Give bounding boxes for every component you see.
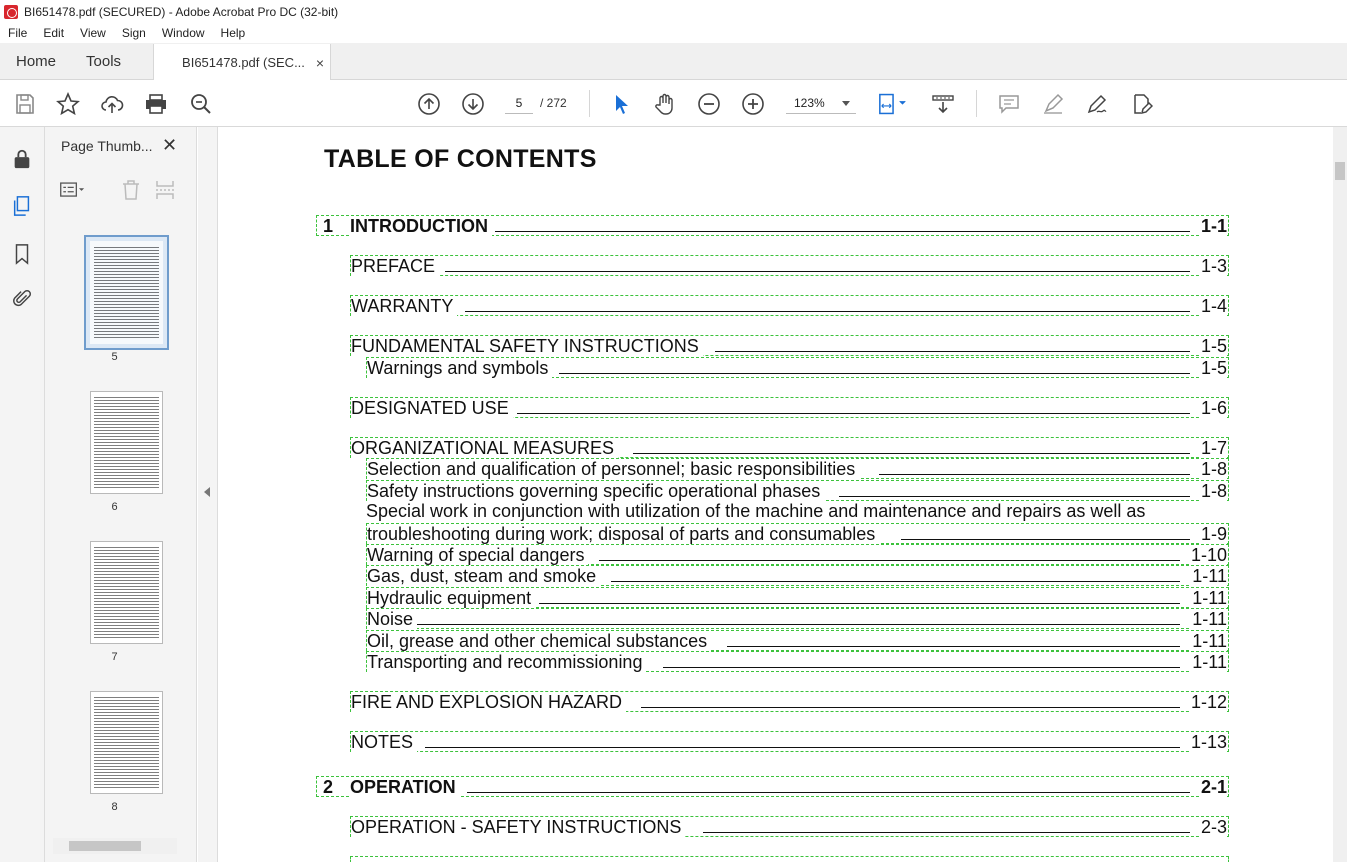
toc-title: Hydraulic equipment bbox=[367, 588, 535, 609]
toc-page: 2-3 bbox=[1200, 817, 1227, 837]
toc-leader bbox=[715, 351, 1190, 352]
panel-title: Page Thumb... bbox=[61, 138, 153, 154]
toc-title: FUNDAMENTAL SAFETY INSTRUCTIONS bbox=[351, 336, 703, 357]
upload-cloud-icon[interactable] bbox=[99, 91, 125, 117]
toc-leader bbox=[599, 560, 1180, 561]
highlight-pen-icon[interactable] bbox=[1040, 91, 1066, 117]
toc-page: 1-11 bbox=[1192, 609, 1227, 629]
toc-leader bbox=[839, 496, 1190, 497]
tab-bar bbox=[0, 43, 1347, 80]
page-heading: TABLE OF CONTENTS bbox=[324, 145, 597, 173]
fit-page-icon[interactable] bbox=[876, 91, 912, 117]
edit-pdf-icon[interactable] bbox=[1128, 91, 1154, 117]
toc-title: Gas, dust, steam and smoke bbox=[367, 566, 600, 587]
scroll-thumb[interactable] bbox=[69, 841, 141, 851]
toc-leader bbox=[495, 231, 1190, 232]
scroll-mode-icon[interactable] bbox=[930, 91, 956, 117]
toc-title: Warnings and symbols bbox=[367, 358, 552, 379]
toc-title: OPERATION bbox=[350, 777, 460, 798]
toc-leader bbox=[663, 667, 1180, 668]
thumbnail-page-6[interactable] bbox=[90, 391, 163, 494]
thumbnail-page-5[interactable] bbox=[86, 237, 167, 348]
toc-page: 1-11 bbox=[1192, 631, 1227, 651]
thumbnail-horizontal-scrollbar[interactable] bbox=[53, 838, 177, 854]
scroll-thumb[interactable] bbox=[1335, 162, 1345, 180]
lock-icon[interactable] bbox=[10, 147, 34, 171]
toc-link[interactable] bbox=[366, 544, 1229, 565]
toc-title: Noise bbox=[367, 609, 417, 630]
close-panel-icon[interactable]: ✕ bbox=[162, 135, 178, 155]
toc-page: 2-1 bbox=[1200, 777, 1227, 797]
toc-link[interactable] bbox=[366, 565, 1229, 586]
toc-title: Safety instructions governing specific operational phases bbox=[367, 481, 824, 502]
zoom-select[interactable] bbox=[786, 92, 856, 114]
window-title: BI651478.pdf (SECURED) - Adobe Acrobat Pro DC (32-bit) bbox=[24, 4, 339, 19]
toc-leader bbox=[445, 271, 1190, 272]
acrobat-app-icon bbox=[4, 5, 18, 19]
toc-title: troubleshooting during work; disposal of parts and consumables bbox=[367, 524, 879, 545]
sign-pen-icon[interactable] bbox=[1084, 91, 1110, 117]
toc-link[interactable] bbox=[350, 255, 1229, 276]
toc-link[interactable] bbox=[350, 397, 1229, 418]
toc-title: FIRE AND EXPLOSION HAZARD bbox=[351, 692, 626, 713]
toc-title: Selection and qualification of personnel; basic responsibilities bbox=[367, 459, 859, 480]
zoom-out-icon[interactable] bbox=[696, 91, 722, 117]
zoom-in-icon[interactable] bbox=[740, 91, 766, 117]
toc-title: Warning of special dangers bbox=[367, 545, 588, 566]
close-tab-icon[interactable]: × bbox=[315, 55, 325, 71]
thumbnail-list bbox=[53, 219, 176, 827]
toc-title: Special work in conjunction with utilization of the machine and maintenance and repairs as well as bbox=[366, 501, 1149, 522]
toc-title: DESIGNATED USE bbox=[351, 398, 513, 419]
toc-page: 1-13 bbox=[1190, 732, 1227, 752]
toc-link[interactable] bbox=[350, 335, 1229, 356]
toc-leader bbox=[465, 311, 1190, 312]
toc-link[interactable] bbox=[350, 295, 1229, 316]
toc-leader bbox=[467, 792, 1190, 793]
panel-tools bbox=[45, 177, 197, 203]
page-number-input[interactable]: 5 bbox=[505, 92, 533, 114]
tab-home[interactable]: Home bbox=[16, 52, 57, 70]
toc-link[interactable] bbox=[316, 215, 1229, 236]
thumbnail-label: 8 bbox=[111, 801, 118, 813]
toc-page: 1-6 bbox=[1200, 398, 1227, 418]
toc-page: 1-11 bbox=[1192, 566, 1227, 586]
toc-title: PREFACE bbox=[351, 256, 439, 277]
toc-link[interactable] bbox=[366, 651, 1229, 672]
toc-title: WARRANTY bbox=[351, 296, 457, 317]
thumbnail-label: 5 bbox=[111, 351, 118, 363]
bookmarks-icon[interactable] bbox=[10, 242, 34, 266]
zoom-search-icon[interactable] bbox=[188, 91, 214, 117]
tab-tools[interactable]: Tools bbox=[86, 52, 122, 70]
thumbnail-page-8[interactable] bbox=[90, 691, 163, 794]
toc-link[interactable] bbox=[366, 608, 1229, 629]
toc-page: 1-5 bbox=[1200, 358, 1227, 378]
toc-page: 1-4 bbox=[1200, 296, 1227, 316]
toc-link[interactable] bbox=[366, 523, 1229, 544]
next-page-icon[interactable] bbox=[460, 91, 486, 117]
toc-leader bbox=[703, 832, 1190, 833]
toc-title: Transporting and recommissioning bbox=[367, 652, 646, 673]
menu-sign[interactable]: Sign bbox=[121, 26, 146, 40]
menu-bar bbox=[0, 23, 1347, 43]
menu-file[interactable]: File bbox=[8, 26, 28, 40]
toc-page: 1-9 bbox=[1200, 524, 1227, 544]
toc-link[interactable] bbox=[350, 856, 1229, 862]
toc-page: 1-8 bbox=[1200, 481, 1227, 501]
toc-leader bbox=[539, 603, 1180, 604]
delete-page-icon[interactable] bbox=[118, 177, 144, 203]
toc-link[interactable] bbox=[366, 458, 1229, 479]
document-view[interactable] bbox=[219, 127, 1333, 862]
toc-leader bbox=[559, 373, 1190, 374]
menu-view[interactable]: View bbox=[80, 26, 106, 40]
toc-text-line bbox=[366, 501, 1229, 522]
toc-title: ORGANIZATIONAL MEASURES bbox=[351, 438, 618, 459]
document-scrollbar[interactable] bbox=[1333, 127, 1347, 862]
thumbnail-options-icon[interactable] bbox=[59, 177, 85, 203]
tab-document[interactable] bbox=[153, 44, 331, 80]
hand-tool-icon[interactable] bbox=[652, 91, 678, 117]
toc-link[interactable] bbox=[350, 437, 1229, 458]
toc-page: 1-3 bbox=[1200, 256, 1227, 276]
thumbnail-label: 6 bbox=[111, 501, 118, 513]
toc-page: 1-11 bbox=[1192, 652, 1227, 672]
toc-page: 1-5 bbox=[1200, 336, 1227, 356]
attachments-icon[interactable] bbox=[10, 287, 34, 311]
toc-link[interactable] bbox=[366, 480, 1229, 501]
thumbnail-panel bbox=[45, 127, 197, 862]
thumbnail-label: 7 bbox=[111, 651, 118, 663]
toc-title: Oil, grease and other chemical substances bbox=[367, 631, 711, 652]
toc-link[interactable] bbox=[366, 630, 1229, 651]
toc-link[interactable] bbox=[350, 816, 1229, 837]
toc-page: 1-10 bbox=[1190, 545, 1227, 565]
menu-edit[interactable]: Edit bbox=[43, 26, 65, 40]
page-total: / 272 bbox=[540, 96, 567, 110]
toc-leader bbox=[611, 581, 1180, 582]
toc-link[interactable] bbox=[366, 357, 1229, 378]
toc-link[interactable] bbox=[350, 731, 1229, 752]
toc-page: 1-8 bbox=[1200, 459, 1227, 479]
zoom-value: 123% bbox=[794, 96, 825, 110]
toc-leader bbox=[901, 539, 1190, 540]
comment-icon[interactable] bbox=[996, 91, 1022, 117]
toc-page: 1-7 bbox=[1200, 438, 1227, 458]
toc-leader bbox=[641, 707, 1180, 708]
toc-leader bbox=[633, 453, 1190, 454]
toc-section-number: 1 bbox=[323, 216, 334, 236]
chevron-left-icon bbox=[204, 487, 210, 497]
toc-leader bbox=[425, 747, 1180, 748]
toc-leader bbox=[517, 413, 1190, 414]
toc-link[interactable] bbox=[350, 691, 1229, 712]
toc-leader bbox=[417, 624, 1180, 625]
toc-section-number: 2 bbox=[323, 777, 334, 797]
page-thumbnails-icon[interactable] bbox=[10, 194, 34, 218]
previous-page-icon[interactable] bbox=[416, 91, 442, 117]
menu-window[interactable]: Window bbox=[161, 26, 205, 40]
toc-title: NOTES bbox=[351, 732, 417, 753]
chevron-down-icon bbox=[842, 101, 850, 106]
save-icon[interactable] bbox=[12, 91, 38, 117]
toolbar-divider bbox=[976, 90, 977, 117]
bookmark-star-icon[interactable] bbox=[55, 91, 81, 117]
toolbar-divider bbox=[589, 90, 590, 117]
title-bar bbox=[0, 0, 1347, 23]
thumbnail-page-7[interactable] bbox=[90, 541, 163, 644]
toc-page: 1-1 bbox=[1200, 216, 1227, 236]
toc-leader bbox=[727, 646, 1180, 647]
toc-link[interactable] bbox=[316, 776, 1229, 797]
toc-title: INTRODUCTION bbox=[350, 216, 492, 237]
insert-page-icon[interactable] bbox=[152, 177, 178, 203]
toc-title: OPERATION - SAFETY INSTRUCTIONS bbox=[351, 817, 685, 838]
menu-help[interactable]: Help bbox=[220, 26, 246, 40]
toc-page: 1-11 bbox=[1192, 588, 1227, 608]
left-rail bbox=[0, 127, 45, 862]
toc-link[interactable] bbox=[366, 587, 1229, 608]
toc-leader bbox=[879, 474, 1190, 475]
tab-document-label: BI651478.pdf (SEC... bbox=[182, 54, 305, 70]
toolbar bbox=[0, 80, 1347, 127]
toc-page: 1-12 bbox=[1190, 692, 1227, 712]
print-icon[interactable] bbox=[143, 91, 169, 117]
collapse-panel-handle[interactable] bbox=[198, 127, 218, 862]
select-cursor-icon[interactable] bbox=[608, 91, 634, 117]
